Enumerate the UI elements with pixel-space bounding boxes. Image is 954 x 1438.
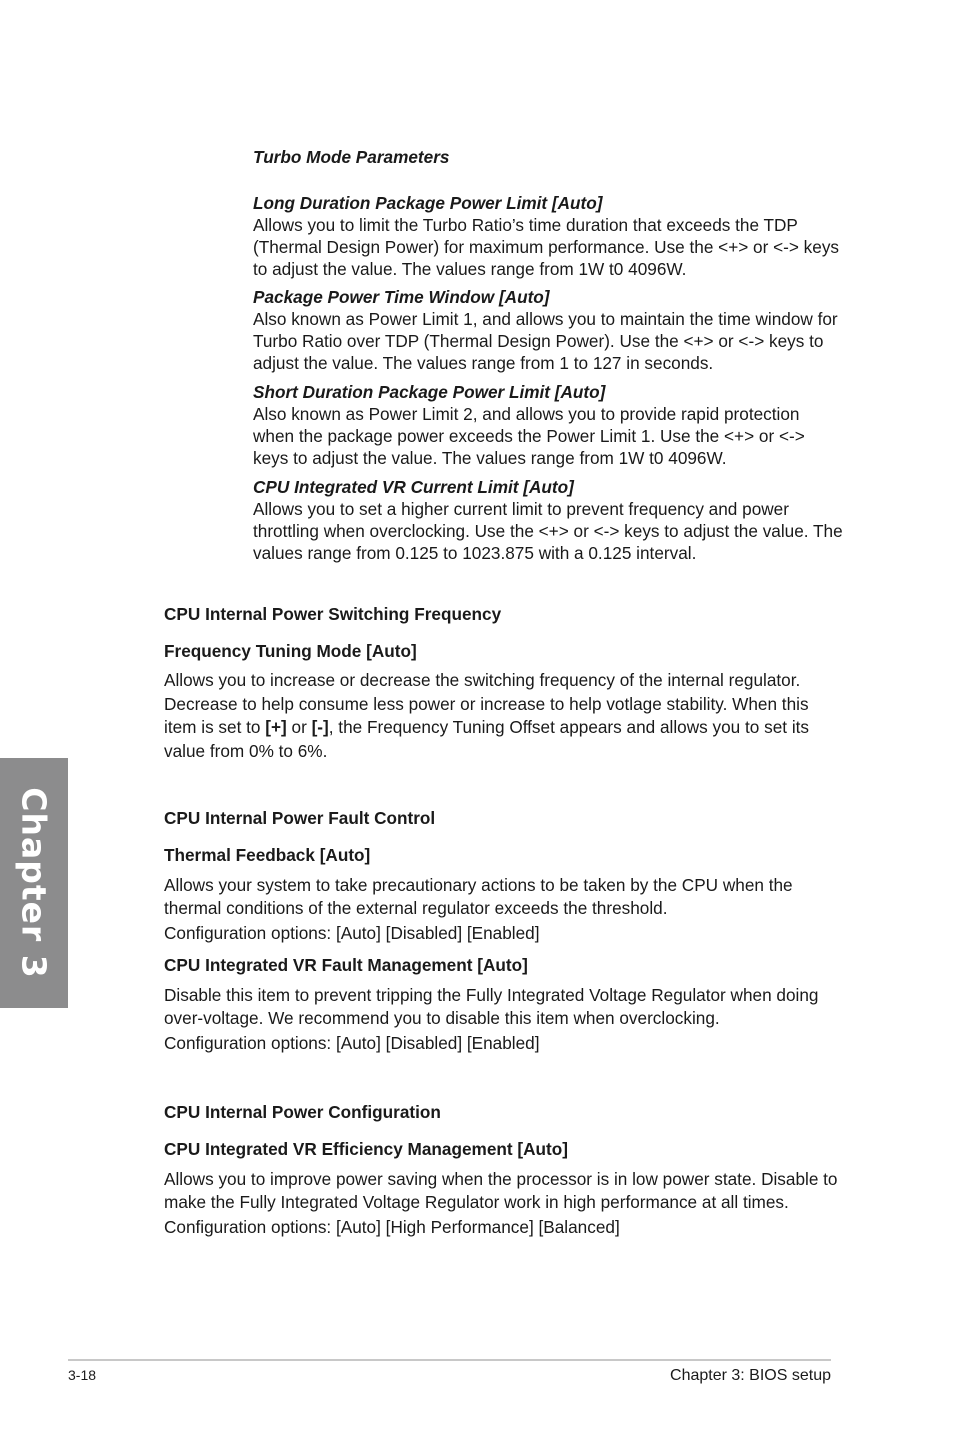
vr-efficiency-description: Allows you to improve power saving when the processor is in low power state. Disable to make the Fully Integrated Voltage Regulator work in high performance at all times. Configuration options: [Auto] [High Performance] [Balanced] bbox=[164, 1168, 844, 1239]
fault-heading: CPU Internal Power Fault Control bbox=[164, 808, 436, 828]
thermal-feedback-description: Allows your system to take precautionary actions to be taken by the CPU when the thermal conditions of the external regulator exceeds the threshold. Configuration options: [Auto] [Disabled] [Enabled] bbox=[164, 874, 844, 945]
item-title: Long Duration Package Power Limit [Auto] bbox=[253, 193, 603, 213]
vr-fault-management-title: CPU Integrated VR Fault Management [Auto] bbox=[164, 955, 528, 975]
turbo-item-short-duration bbox=[253, 381, 843, 469]
item-title: CPU Integrated VR Current Limit [Auto] bbox=[253, 477, 574, 497]
thermal-feedback-title: Thermal Feedback [Auto] bbox=[164, 845, 371, 865]
frequency-tuning-title: Frequency Tuning Mode [Auto] bbox=[164, 641, 417, 661]
option-minus: [-] bbox=[311, 717, 329, 737]
chapter-side-tab bbox=[0, 758, 68, 1008]
item-description: Also known as Power Limit 1, and allows you to maintain the time window for Turbo Ratio over TDP (Thermal Design Power). Use the <+> or <-> keys to adjust the value. The values range from 1 to 127 in seconds. bbox=[253, 309, 838, 373]
item-description: Allows you to limit the Turbo Ratio’s time duration that exceeds the TDP (Thermal Design Power) for maximum performance. Use the <+> or <-> keys to adjust the value. The values range from 1W t0 4096W. bbox=[253, 215, 840, 279]
turbo-item-time-window bbox=[253, 286, 843, 374]
chapter-tab-label: Chapter 3 bbox=[14, 787, 54, 979]
frequency-tuning-description: Allows you to increase or decrease the switching frequency of the internal regulator. Decrease to help consume less power or increase to help votlage stability. When this item is set to [+] or [-], the Frequency Tuning Offset appears and allows you to set its value from 0% to 6%. bbox=[164, 670, 810, 761]
turbo-item-long-duration bbox=[253, 192, 843, 280]
config-options: Configuration options: [Auto] [Disabled] [Enabled] bbox=[164, 923, 540, 943]
config-options: Configuration options: [Auto] [High Performance] [Balanced] bbox=[164, 1217, 620, 1237]
config-heading: CPU Internal Power Configuration bbox=[164, 1102, 441, 1122]
footer-chapter-title: Chapter 3: BIOS setup bbox=[670, 1367, 831, 1384]
config-options: Configuration options: [Auto] [Disabled] [Enabled] bbox=[164, 1033, 540, 1053]
vr-fault-management-description: Disable this item to prevent tripping the Fully Integrated Voltage Regulator when doing over-voltage. We recommend you to disable this item when overclocking. Configuration options: [Auto] [Disabled] [Enabled] bbox=[164, 984, 844, 1055]
turbo-item-vr-current-limit bbox=[253, 476, 843, 564]
option-plus: [+] bbox=[265, 717, 287, 737]
item-description: Allows you to set a higher current limit to prevent frequency and power throttling when overclocking. Use the <+> or <-> keys to adjust the value. The values range from 0.125 to 1023.875 with a 0.125 interval. bbox=[253, 499, 843, 563]
vr-efficiency-title: CPU Integrated VR Efficiency Management [Auto] bbox=[164, 1139, 568, 1159]
item-title: Short Duration Package Power Limit [Auto] bbox=[253, 382, 606, 402]
footer-divider bbox=[68, 1359, 831, 1361]
switching-heading: CPU Internal Power Switching Frequency bbox=[164, 604, 502, 624]
item-description: Also known as Power Limit 2, and allows you to provide rapid protection when the package power exceeds the Power Limit 1. Use the <+> or <-> keys to adjust the value. The values range from 1W t0 4096W. bbox=[253, 404, 805, 468]
item-title: Package Power Time Window [Auto] bbox=[253, 287, 550, 307]
turbo-heading: Turbo Mode Parameters bbox=[253, 147, 450, 167]
page-number: 3-18 bbox=[68, 1367, 97, 1383]
